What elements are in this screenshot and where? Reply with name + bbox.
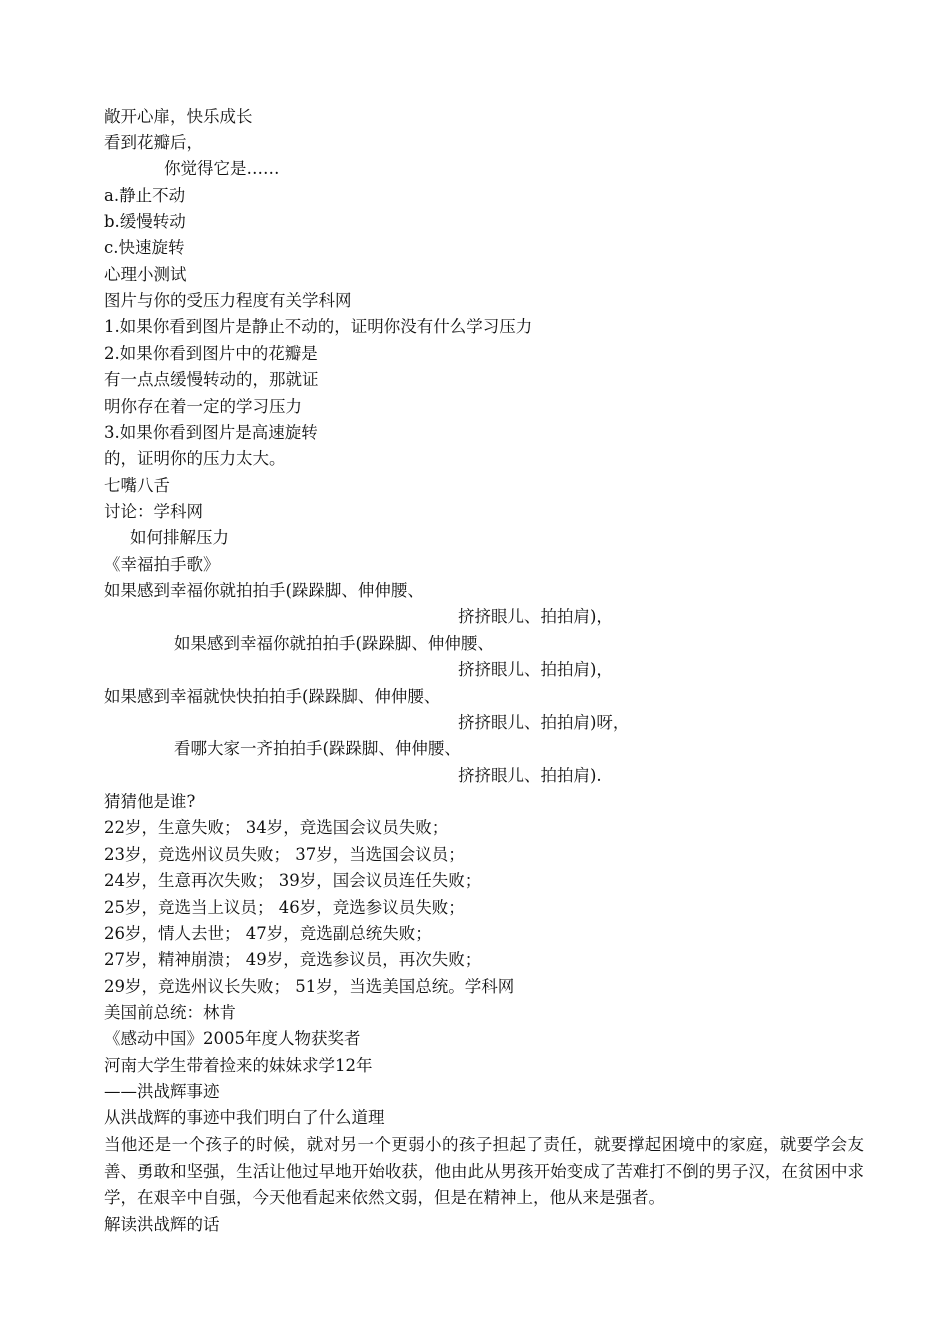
song-line: 挤挤眼儿、拍拍肩)，	[458, 607, 613, 626]
song-line: 挤挤眼儿、拍拍肩)呀，	[458, 713, 630, 732]
test-line: 2.如果你看到图片中的花瓣是	[104, 344, 318, 363]
question: 从洪战辉的事迹中我们明白了什么道理	[104, 1108, 385, 1127]
test-line: 明你存在着一定的学习压力	[104, 397, 302, 416]
guess-line: 24岁，生意再次失败； 39岁，国会议员连任失败；	[104, 871, 482, 890]
test-subheading: 图片与你的受压力程度有关学科网	[104, 291, 352, 310]
option-a: a.静止不动	[104, 186, 186, 205]
discussion-line: 讨论：学科网	[104, 502, 203, 521]
test-heading: 心理小测试	[104, 265, 187, 284]
guess-line: 23岁，竞选州议员失败； 37岁，当选国会议员；	[104, 845, 465, 864]
song-line: 如果感到幸福你就拍拍手(跺跺脚、伸伸腰、	[174, 634, 494, 653]
discussion-topic: 如何排解压力	[130, 528, 229, 547]
story-paragraph: 当他还是一个孩子的时候，就对另一个更弱小的孩子担起了责任，就要撑起困境中的家庭，就要学会友善、勇敢和坚强，生活让他过早地开始收获，他由此从男孩开始变成了苦难打不倒的男子汉，在贫困中求学，在艰辛中自强，今天他看起来依然文弱，但是在精神上，他从来是强者。	[104, 1135, 864, 1207]
option-b: b.缓慢转动	[104, 212, 186, 231]
closing-line: 解读洪战辉的话	[104, 1215, 220, 1234]
song-line: 如果感到幸福就快快拍拍手(跺跺脚、伸伸腰、	[104, 687, 441, 706]
guess-line: 25岁，竞选当上议员； 46岁，竞选参议员失败；	[104, 898, 465, 917]
guess-answer: 美国前总统：林肯	[104, 1003, 236, 1022]
intro-line: 看到花瓣后，	[104, 133, 203, 152]
test-line: 3.如果你看到图片是高速旋转	[104, 423, 318, 442]
document-title: 敞开心扉，快乐成长	[104, 107, 253, 126]
guess-line: 26岁，情人去世； 47岁，竞选副总统失败；	[104, 924, 432, 943]
test-line: 有一点点缓慢转动的，那就证	[104, 370, 319, 389]
song-line: 如果感到幸福你就拍拍手(跺跺脚、伸伸腰、	[104, 581, 424, 600]
guess-line: 29岁，竞选州议长失败； 51岁，当选美国总统。学科网	[104, 977, 515, 996]
intro-question: 你觉得它是……	[164, 159, 280, 178]
discussion-heading: 七嘴八舌	[104, 476, 170, 495]
song-title: 《幸福拍手歌》	[104, 555, 220, 574]
test-line: 1.如果你看到图片是静止不动的，证明你没有什么学习压力	[104, 317, 533, 336]
guess-line: 27岁，精神崩溃； 49岁，竞选参议员，再次失败；	[104, 950, 482, 969]
option-c: c.快速旋转	[104, 238, 185, 257]
headline: 河南大学生带着捡来的妹妹求学12年	[104, 1056, 373, 1075]
award-line: 《感动中国》2005年度人物获奖者	[104, 1029, 361, 1048]
test-line: 的，证明你的压力太大。	[104, 449, 286, 468]
guess-line: 22岁，生意失败； 34岁，竞选国会议员失败；	[104, 818, 449, 837]
song-line: 看哪大家一齐拍拍手(跺跺脚、伸伸腰、	[174, 739, 461, 758]
subtitle: ——洪战辉事迹	[104, 1082, 220, 1101]
song-line: 挤挤眼儿、拍拍肩)，	[458, 660, 613, 679]
guess-heading: 猜猜他是谁?	[104, 792, 196, 811]
song-line: 挤挤眼儿、拍拍肩).	[458, 766, 602, 785]
